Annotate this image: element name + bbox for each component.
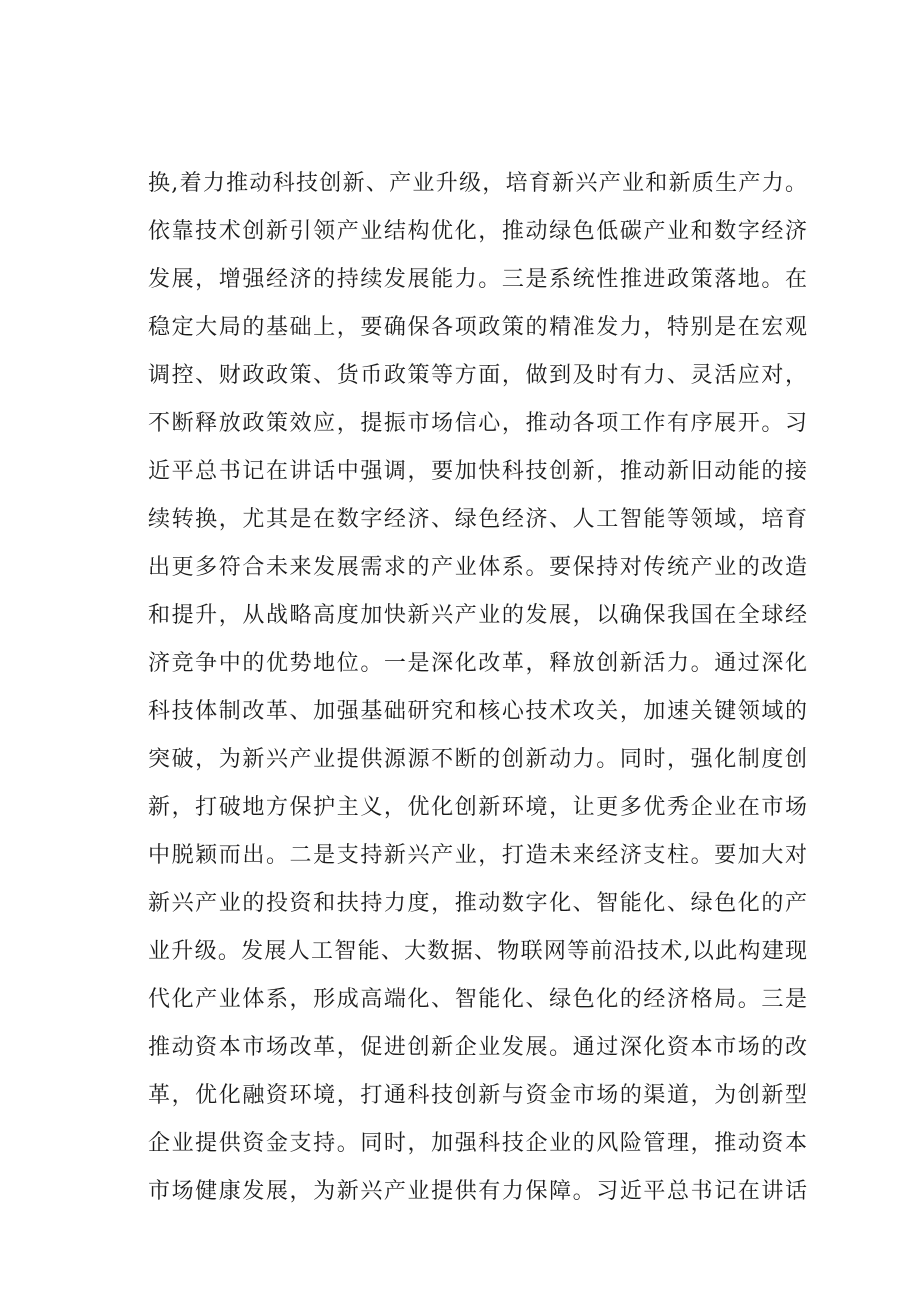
body-text xyxy=(148,160,808,1216)
text-line: 科技体制改革、加强基础研究和核心技术攻关，加速关键领域的 xyxy=(148,699,808,724)
text-line: 换,着力推动科技创新、产业升级，培育新兴产业和新质生产力。 xyxy=(148,171,808,196)
text-line: 出更多符合未来发展需求的产业体系。要保持对传统产业的改造 xyxy=(148,555,808,580)
text-line: 市场健康发展，为新兴产业提供有力保障。习近平总书记在讲话 xyxy=(148,1179,808,1204)
text-line: 代化产业体系，形成高端化、智能化、绿色化的经济格局。三是 xyxy=(148,987,808,1012)
text-line: 企业提供资金支持。同时，加强科技企业的风险管理，推动资本 xyxy=(148,1131,808,1156)
text-line: 发展，增强经济的持续发展能力。三是系统性推进政策落地。在 xyxy=(148,267,808,292)
text-line: 不断释放政策效应，提振市场信心，推动各项工作有序展开。习 xyxy=(148,411,808,436)
text-line: 推动资本市场改革，促进创新企业发展。通过深化资本市场的改 xyxy=(148,1035,808,1060)
text-line: 新，打破地方保护主义，优化创新环境，让更多优秀企业在市场 xyxy=(148,795,808,820)
text-line: 业升级。发展人工智能、大数据、物联网等前沿技术,以此构建现 xyxy=(148,939,808,964)
text-line: 中脱颖而出。二是支持新兴产业，打造未来经济支柱。要加大对 xyxy=(148,843,808,868)
text-line: 革，优化融资环境，打通科技创新与资金市场的渠道，为创新型 xyxy=(148,1083,808,1108)
text-line: 新兴产业的投资和扶持力度，推动数字化、智能化、绿色化的产 xyxy=(148,891,808,916)
text-line: 和提升，从战略高度加快新兴产业的发展，以确保我国在全球经 xyxy=(148,603,808,628)
text-line: 稳定大局的基础上，要确保各项政策的精准发力，特别是在宏观 xyxy=(148,315,808,340)
text-line: 突破，为新兴产业提供源源不断的创新动力。同时，强化制度创 xyxy=(148,747,808,772)
text-line: 济竞争中的优势地位。一是深化改革，释放创新活力。通过深化 xyxy=(148,651,808,676)
text-line: 近平总书记在讲话中强调，要加快科技创新，推动新旧动能的接 xyxy=(148,459,808,484)
text-line: 调控、财政政策、货币政策等方面，做到及时有力、灵活应对， xyxy=(148,363,808,388)
text-line: 依靠技术创新引领产业结构优化，推动绿色低碳产业和数字经济 xyxy=(148,219,808,244)
text-line: 续转换，尤其是在数字经济、绿色经济、人工智能等领域，培育 xyxy=(148,507,808,532)
